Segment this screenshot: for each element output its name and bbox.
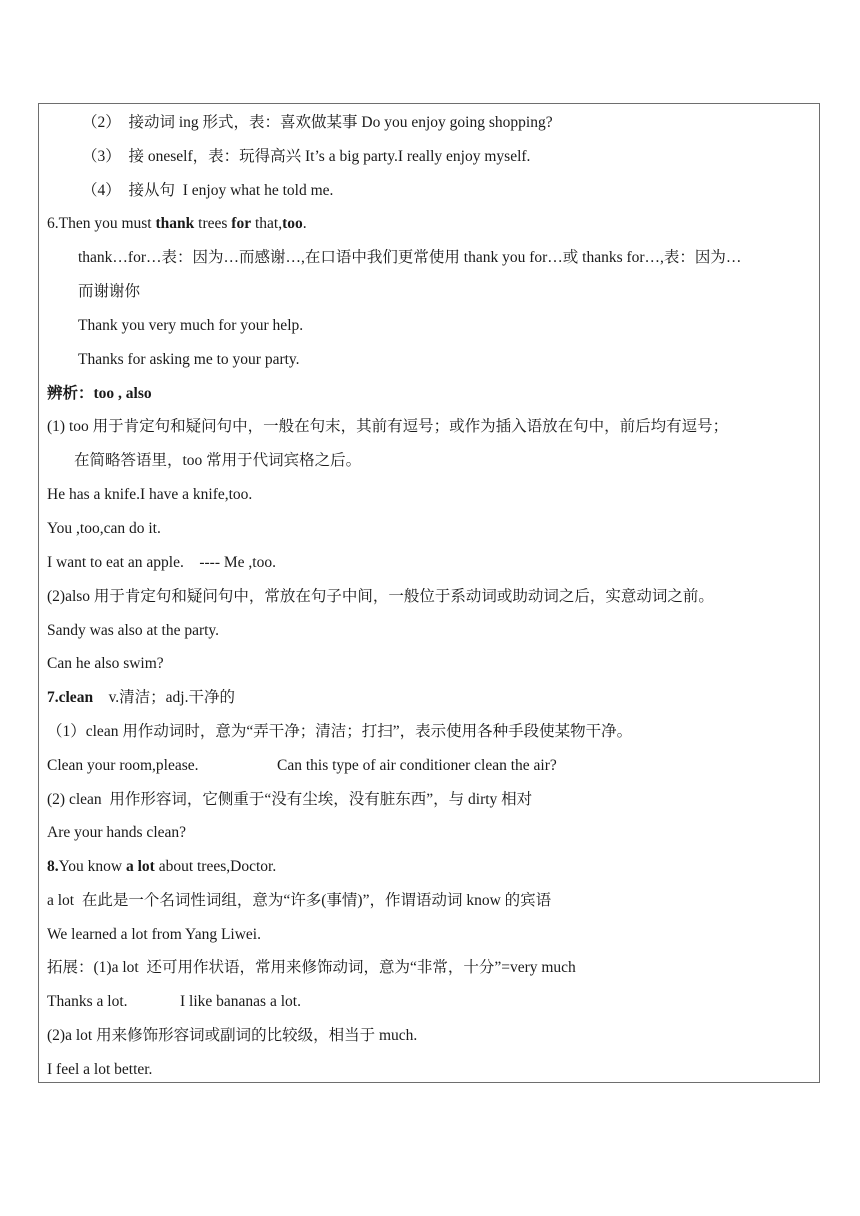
too-rule-line1: (1) too 用于肯定句和疑问句中，一般在句末，其前有逗号；或作为插入语放在句中，前后均有逗号；: [47, 418, 729, 435]
enjoy-item-3: （3） 接 oneself，表：玩得高兴 It’s a big party.I really enjoy myself.: [82, 148, 531, 165]
also-rule: (2)also 用于肯定句和疑问句中，常放在句子中间，一般位于系动词或助动词之后，实意动词之前。: [47, 588, 714, 605]
clean-verb-rule: （1）clean 用作动词时，意为“弄干净；清洁；打扫”，表示使用各种手段使某物干净。: [47, 723, 633, 740]
item6-example-2: Thanks for asking me to your party.: [78, 351, 300, 368]
alot-example-2a: Thanks a lot.: [47, 993, 128, 1010]
too-example-2: You ,too,can do it.: [47, 520, 161, 537]
item6-explanation-line2: 而谢谢你: [78, 283, 141, 300]
too-rule-line2: 在简略答语里，too 常用于代词宾格之后。: [74, 452, 362, 469]
clean-adj-rule: (2) clean 用作形容词，它侧重于“没有尘埃，没有脏东西”，与 dirty 相对: [47, 791, 533, 808]
alot-rule-1: a lot 在此是一个名词性词组，意为“许多(事情)”，作谓语动词 know 的宾语: [47, 892, 552, 909]
too-example-3: I want to eat an apple. ---- Me ,too.: [47, 554, 276, 571]
too-also-heading: 辨析：too , also: [47, 385, 152, 402]
item6-example-1: Thank you very much for your help.: [78, 317, 304, 334]
also-example-1: Sandy was also at the party.: [47, 622, 220, 639]
also-example-2: Can he also swim?: [47, 655, 164, 672]
item6-heading: 6.Then you must thank trees for that,too.: [47, 215, 307, 232]
clean-verb-example-b: Can this type of air conditioner clean the air?: [277, 757, 557, 774]
item7-heading: 7.clean v.清洁；adj.干净的: [47, 689, 235, 706]
clean-adj-example: Are your hands clean?: [47, 824, 187, 841]
enjoy-item-2: （2） 接动词 ing 形式，表：喜欢做某事 Do you enjoy going shopping?: [82, 114, 553, 131]
alot-example-3: I feel a lot better.: [47, 1061, 153, 1078]
clean-verb-example-a: Clean your room,please.: [47, 757, 199, 774]
alot-example-2b: I like bananas a lot.: [180, 993, 301, 1010]
item6-explanation-line1: thank…for…表：因为…而感谢…,在口语中我们更常使用 thank you for…或 thanks for…,表：因为…: [78, 249, 742, 266]
enjoy-item-4: （4） 接从句 I enjoy what he told me.: [82, 182, 334, 199]
alot-example-1: We learned a lot from Yang Liwei.: [47, 926, 261, 943]
too-example-1: He has a knife.I have a knife,too.: [47, 486, 253, 503]
alot-rule-2: (2)a lot 用来修饰形容词或副词的比较级，相当于 much.: [47, 1027, 418, 1044]
item8-heading: 8.You know a lot about trees,Doctor.: [47, 858, 277, 875]
alot-extension-rule: 拓展：(1)a lot 还可用作状语，常用来修饰动词，意为“非常，十分”=very much: [47, 959, 576, 976]
